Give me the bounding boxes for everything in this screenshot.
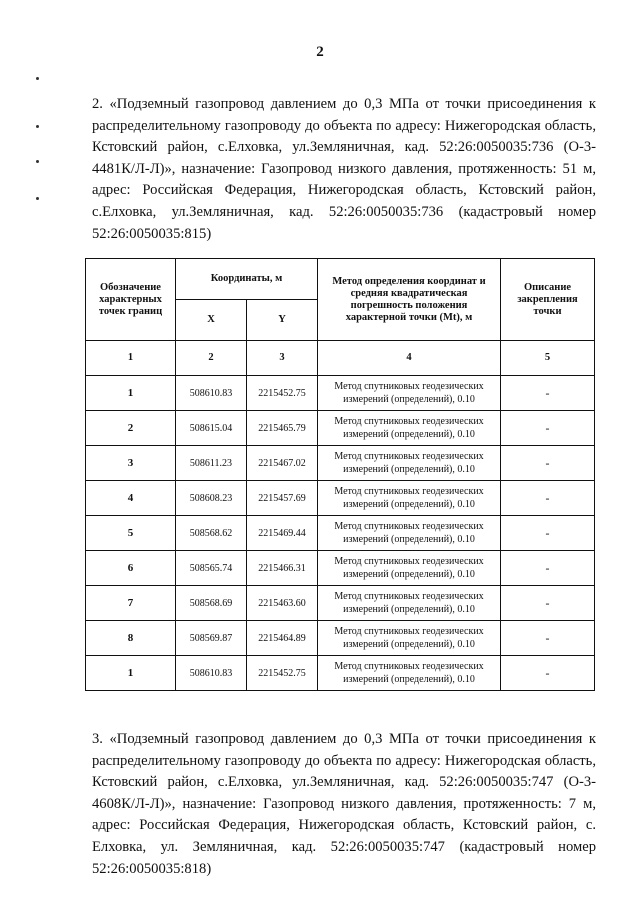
cell-description: - [501, 621, 595, 656]
cell-x: 508610.83 [176, 656, 247, 691]
cell-x: 508568.62 [176, 516, 247, 551]
cell-method: Метод спутниковых геодезических измерений (определений), 0.10 [318, 481, 501, 516]
table-header-row [86, 259, 595, 300]
cell-point: 4 [86, 481, 176, 516]
cell-x: 508611.23 [176, 446, 247, 481]
header-point-designation: Обозначение характерных точек границ [86, 259, 176, 341]
column-number-row [86, 341, 595, 376]
cell-y: 2215469.44 [247, 516, 318, 551]
cell-y: 2215452.75 [247, 656, 318, 691]
table-row [86, 656, 595, 691]
cell-point: 2 [86, 411, 176, 446]
header-description: Описание закрепления точки [501, 259, 595, 341]
cell-x: 508568.69 [176, 586, 247, 621]
cell-method: Метод спутниковых геодезических измерений (определений), 0.10 [318, 376, 501, 411]
cell-method: Метод спутниковых геодезических измерений (определений), 0.10 [318, 621, 501, 656]
table-row [86, 551, 595, 586]
cell-y: 2215457.69 [247, 481, 318, 516]
column-number: 4 [318, 341, 501, 376]
cell-x: 508608.23 [176, 481, 247, 516]
header-coordinates: Координаты, м [176, 259, 318, 300]
cell-description: - [501, 656, 595, 691]
table-row [86, 586, 595, 621]
cell-method: Метод спутниковых геодезических измерений (определений), 0.10 [318, 586, 501, 621]
column-number: 5 [501, 341, 595, 376]
cell-point: 1 [86, 656, 176, 691]
cell-point: 6 [86, 551, 176, 586]
cell-description: - [501, 516, 595, 551]
cell-description: - [501, 411, 595, 446]
cell-point: 1 [86, 376, 176, 411]
cell-method: Метод спутниковых геодезических измерений (определений), 0.10 [318, 411, 501, 446]
cell-x: 508610.83 [176, 376, 247, 411]
cell-y: 2215463.60 [247, 586, 318, 621]
cell-x: 508615.04 [176, 411, 247, 446]
cell-x: 508565.74 [176, 551, 247, 586]
cell-y: 2215467.02 [247, 446, 318, 481]
cell-description: - [501, 481, 595, 516]
cell-y: 2215464.89 [247, 621, 318, 656]
table-row [86, 411, 595, 446]
paragraph-2: 2. «Подземный газопровод давлением до 0,3 МПа от точки присоединения к распределительному газопроводу до объекта по адресу: Нижегородская область, Кстовский район, с.Елховка, ул.Земляничная, кад. 52:26:0050035:736 (О-3-4481К/Л-Л)», назначение: Газопровод низкого давления, протяженность: 51 м, адрес: Российская Федерация, Нижегородская область, Кстовский район, с.Елховка, ул.Земляничная, кад. 52:26:0050035:736 (кадастровый номер 52:26:0050035:815) [92, 96, 596, 242]
cell-point: 7 [86, 586, 176, 621]
scan-speck [36, 125, 39, 128]
cell-method: Метод спутниковых геодезических измерений (определений), 0.10 [318, 656, 501, 691]
table-row [86, 376, 595, 411]
table-row [86, 516, 595, 551]
cell-point: 8 [86, 621, 176, 656]
table-row [86, 621, 595, 656]
header-method: Метод определения координат и средняя квадратическая погрешность положения характерной точки (Мt), м [318, 259, 501, 341]
cell-description: - [501, 446, 595, 481]
boundary-points-table [85, 258, 595, 691]
page-number: 2 [316, 44, 324, 60]
cell-method: Метод спутниковых геодезических измерений (определений), 0.10 [318, 551, 501, 586]
cell-x: 508569.87 [176, 621, 247, 656]
cell-point: 3 [86, 446, 176, 481]
scan-speck [36, 77, 39, 80]
cell-description: - [501, 376, 595, 411]
cell-method: Метод спутниковых геодезических измерений (определений), 0.10 [318, 516, 501, 551]
cell-method: Метод спутниковых геодезических измерений (определений), 0.10 [318, 446, 501, 481]
column-number: 3 [247, 341, 318, 376]
column-number: 1 [86, 341, 176, 376]
cell-point: 5 [86, 516, 176, 551]
paragraph-3: 3. «Подземный газопровод давлением до 0,3 МПа от точки присоединения к распределительному газопроводу до объекта по адресу: Нижегородская область, Кстовский район, с.Елховка, ул.Земляничная, кад. 52:26:0050035:747 (О-3-4608К/Л-Л)», назначение: Газопровод низкого давления, протяженность: 7 м, адрес: Российская Федерация, Нижегородская область, Кстовский район, с. Елховка, ул. Земляничная, кад. 52:26:0050035:747 (кадастровый номер 52:26:0050035:818) [92, 731, 596, 877]
header-y: Y [247, 300, 318, 341]
scan-speck [36, 160, 39, 163]
table-row [86, 481, 595, 516]
column-number: 2 [176, 341, 247, 376]
table-row [86, 446, 595, 481]
cell-y: 2215466.31 [247, 551, 318, 586]
cell-description: - [501, 551, 595, 586]
cell-description: - [501, 586, 595, 621]
scan-speck [36, 197, 39, 200]
cell-y: 2215465.79 [247, 411, 318, 446]
cell-y: 2215452.75 [247, 376, 318, 411]
header-x: X [176, 300, 247, 341]
